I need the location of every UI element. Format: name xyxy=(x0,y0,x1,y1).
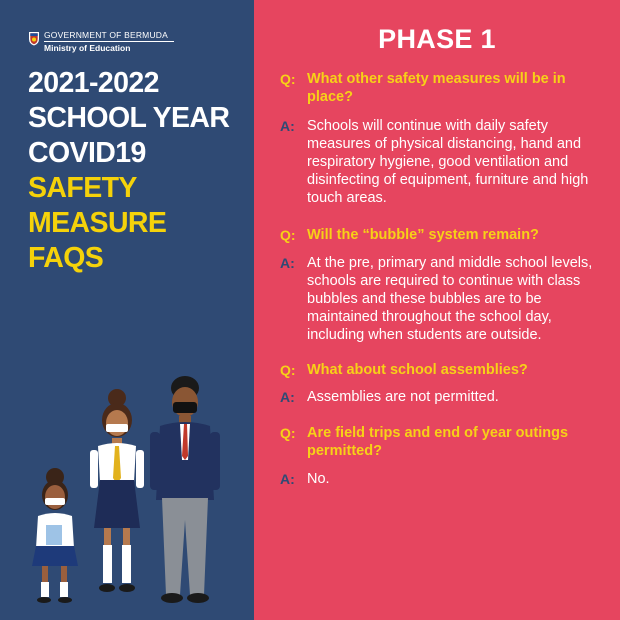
answer-text: No. xyxy=(307,471,330,487)
question-label: Q: xyxy=(280,227,296,243)
question-label: Q: xyxy=(280,71,296,87)
small-girl-figure xyxy=(32,468,78,603)
question-label: Q: xyxy=(280,425,296,441)
middle-girl-figure xyxy=(90,389,144,592)
faq-question-4 xyxy=(280,424,600,460)
faq-answer-1 xyxy=(280,117,600,207)
question-label: Q: xyxy=(280,362,296,378)
right-panel xyxy=(254,0,620,620)
boy-figure xyxy=(150,376,220,603)
answer-label: A: xyxy=(280,471,295,487)
bermuda-crest-icon xyxy=(28,31,40,46)
faq-question-2 xyxy=(280,226,600,244)
government-name: GOVERNMENT OF BERMUDA xyxy=(44,30,168,40)
answer-label: A: xyxy=(280,255,295,271)
title-line-1: 2021-2022 xyxy=(28,67,159,99)
faq-answer-4 xyxy=(280,470,600,488)
faq-answer-2 xyxy=(280,254,600,344)
question-text: Will the “bubble” system remain? xyxy=(307,227,539,243)
title-line-3: COVID19 xyxy=(28,137,146,169)
logo-divider xyxy=(44,41,174,42)
question-text: What about school assemblies? xyxy=(307,362,528,378)
answer-text: At the pre, primary and middle school levels, schools are required to continue with class bubbles and these bubbles are to be maintained throughout the school day, including when students are outside. xyxy=(307,255,593,343)
title-line-5: MEASURE xyxy=(28,207,167,239)
answer-label: A: xyxy=(280,389,295,405)
answer-text: Schools will continue with daily safety measures of physical distancing, hand and respiratory hygiene, good ventilation and disinfecting of equipment, furniture and high touch areas. xyxy=(307,118,589,206)
answer-label: A: xyxy=(280,118,295,134)
question-text: What other safety measures will be in place? xyxy=(307,71,566,105)
title-line-6: FAQS xyxy=(28,242,104,274)
faq-question-3 xyxy=(280,361,600,379)
faq-answer-3 xyxy=(280,388,600,406)
answer-text: Assemblies are not permitted. xyxy=(307,389,499,405)
question-text: Are field trips and end of year outings permitted? xyxy=(307,425,569,459)
students-illustration xyxy=(0,360,254,620)
left-panel xyxy=(0,0,254,620)
title-line-2: SCHOOL YEAR xyxy=(28,102,230,134)
government-logo xyxy=(28,30,174,53)
title-line-4: SAFETY xyxy=(28,172,137,204)
ministry-name: Ministry of Education xyxy=(44,43,131,53)
faq-question-1 xyxy=(280,70,600,106)
main-title xyxy=(28,66,229,276)
phase-heading: PHASE 1 xyxy=(378,24,496,54)
